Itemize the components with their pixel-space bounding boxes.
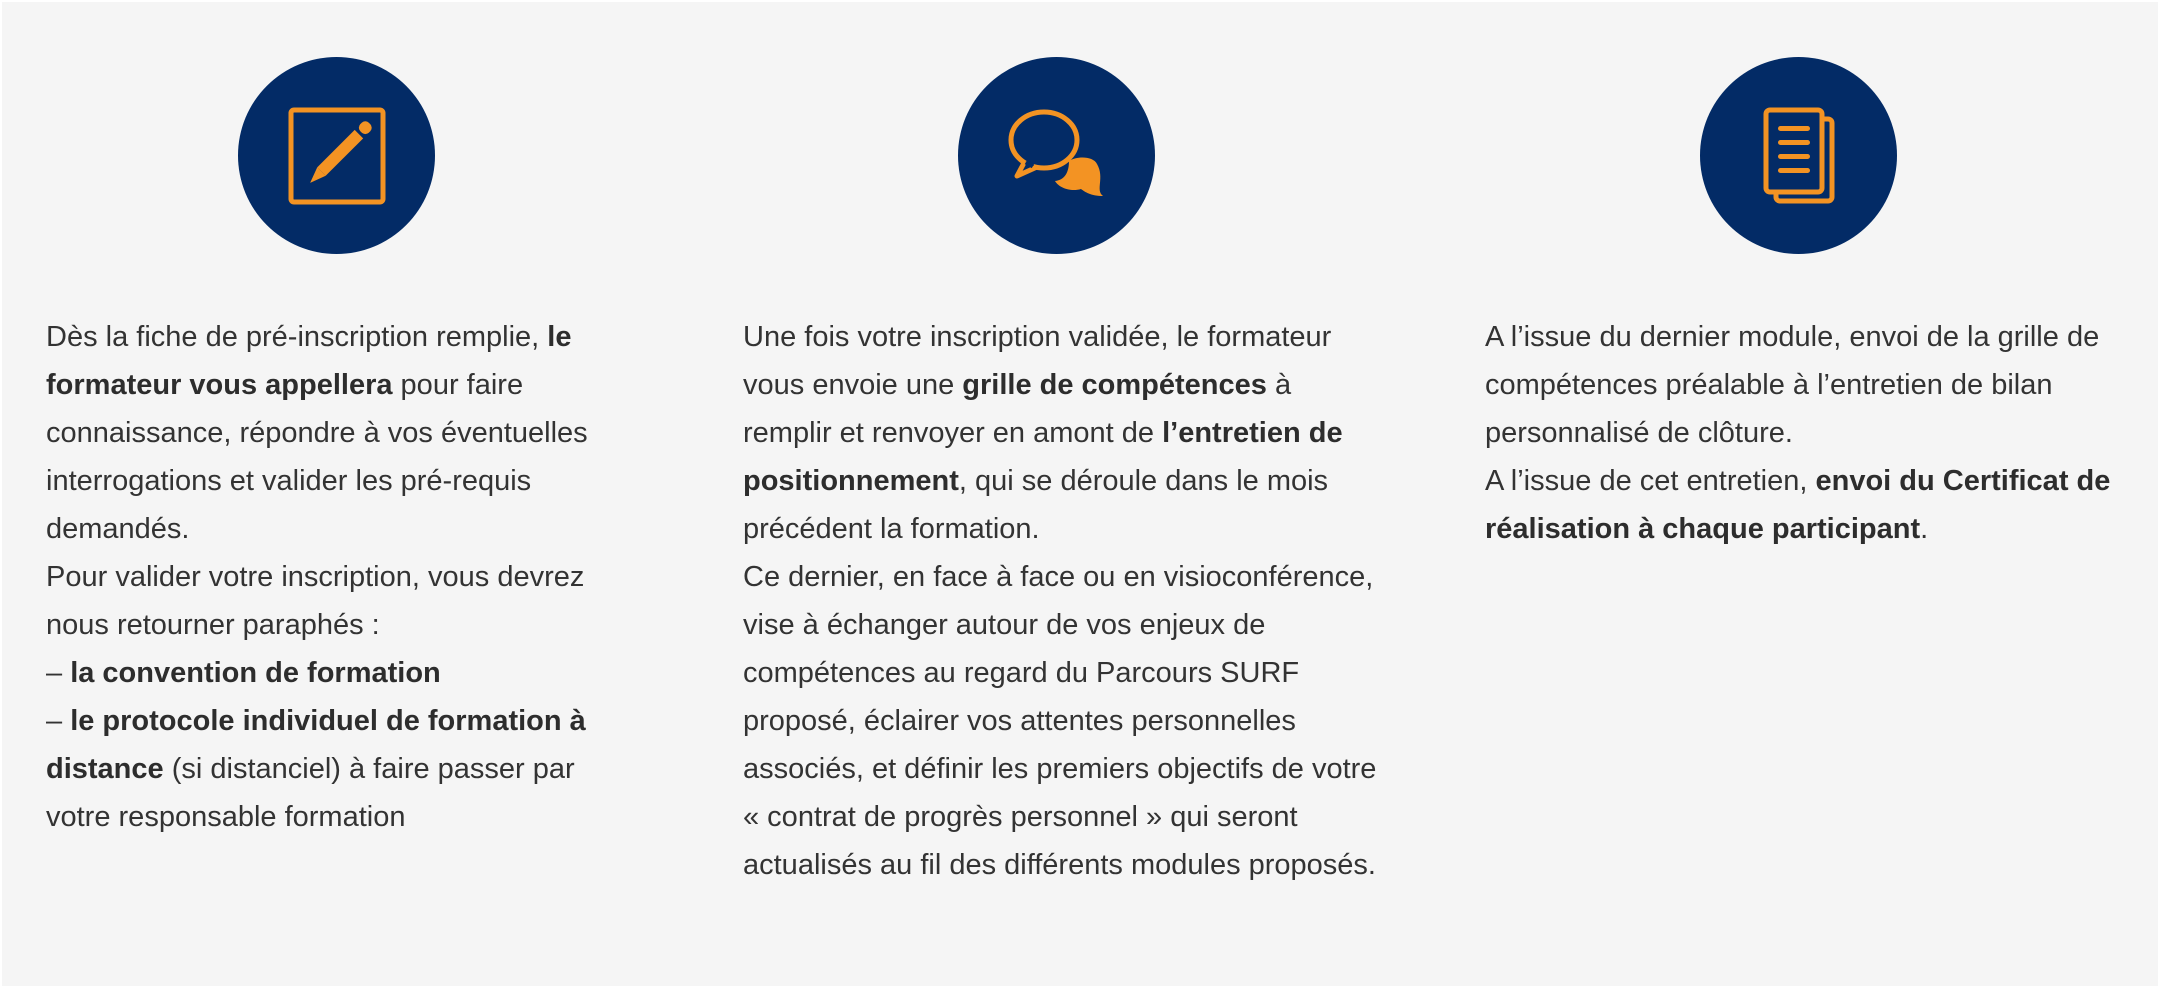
bold-text: l’entretien de positionnement [743, 417, 1343, 497]
bold-text: le protocole individuel de formation à distance [46, 705, 586, 785]
step-3-paragraph [1485, 313, 2115, 457]
step-2-icon-circle [958, 57, 1155, 254]
text-segment: , qui se déroule dans le mois précédent la formation. [743, 465, 1329, 545]
step-1-paragraph [46, 649, 646, 697]
step-1-icon-circle [238, 57, 435, 254]
step-2-paragraph [743, 313, 1383, 553]
text-segment: à remplir et renvoyer en amont de [743, 369, 1292, 449]
text-segment: (si distanciel) à faire passer par votre responsable formation [46, 753, 575, 833]
documents-icon [1749, 106, 1849, 206]
step-1-paragraph [46, 553, 646, 649]
step-1-text [46, 313, 646, 841]
step-3-text [1485, 313, 2115, 553]
edit-pencil-icon [287, 106, 387, 206]
text-segment: Une fois votre inscription validée, le formateur vous envoie une [743, 321, 1332, 401]
text-segment: . [1920, 513, 1929, 545]
text-segment: A l’issue du dernier module, envoi de la grille de compétences préalable à l’entretien de bilan personnalisé de clôture. [1485, 321, 2100, 449]
bold-text: envoi du Certificat de réalisation à chaque participant [1485, 465, 2111, 545]
text-segment: Pour valider votre inscription, vous devrez nous retourner paraphés : [46, 561, 585, 641]
step-3-paragraph [1485, 457, 2115, 553]
text-segment: – [46, 657, 71, 689]
text-segment: pour faire connaissance, répondre à vos éventuelles interrogations et valider les pré-requis demandés. [46, 369, 588, 545]
step-1-paragraph [46, 313, 646, 553]
step-2-text [743, 313, 1383, 889]
step-1-paragraph [46, 697, 646, 841]
bold-text: le formateur vous appellera [46, 321, 572, 401]
bold-text: la convention de formation [70, 657, 441, 689]
bold-text: grille de compétences [962, 369, 1267, 401]
text-segment: A l’issue de cet entretien, [1485, 465, 1816, 497]
chat-bubbles-icon [1007, 106, 1107, 206]
steps-section [2, 2, 2158, 986]
text-segment: Dès la fiche de pré-inscription remplie, [46, 321, 548, 353]
step-3-icon-circle [1700, 57, 1897, 254]
step-2-paragraph [743, 553, 1383, 889]
text-segment: – [46, 705, 71, 737]
text-segment: Ce dernier, en face à face ou en visioconférence, vise à échanger autour de vos enjeux de compétences au regard du Parcours SURF proposé, éclairer vos attentes personnelles associés, et définir les premiers objectifs de votre « contrat de progrès personnel » qui seront actualisés au fil des différents modules proposés. [743, 561, 1377, 881]
